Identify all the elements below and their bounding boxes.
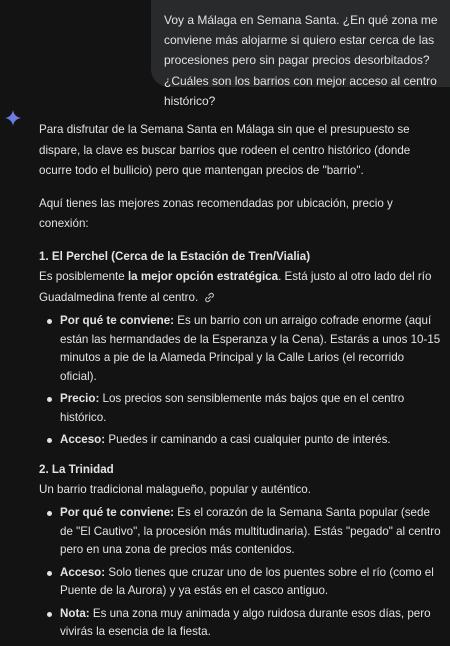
- section-title: 2. La Trinidad: [39, 462, 114, 476]
- section-description: Es posiblemente la mejor opción estratégica. Está justo al otro lado del río Guadalmedina frente al centro.: [39, 269, 432, 304]
- bullet-list: [39, 312, 441, 450]
- list-item: Nota: Es una zona muy animada y algo ruidosa durante esos días, pero vivirás la esencia de la fiesta.: [39, 605, 441, 642]
- list-item: Por qué te conviene: Es el corazón de la Semana Santa popular (sede de "El Cautivo", la procesión más multitudinaria). Estás "pegado" al centro pero en una zona de precios más contenidos.: [39, 504, 441, 560]
- bullet-list: [39, 504, 441, 642]
- section-title: 1. El Perchel (Cerca de la Estación de Tren/Vialia): [39, 249, 311, 263]
- link-icon[interactable]: [204, 292, 215, 303]
- response-intro: Para disfrutar de la Semana Santa en Málaga sin que el presupuesto se dispare, la clave es buscar barrios que rodeen el centro histórico (donde ocurre todo el bullicio) pero que mantengan precios de "barrio".: [39, 123, 411, 178]
- user-message-bubble: [151, 0, 450, 108]
- gemini-spark-icon: [5, 110, 21, 126]
- list-item: Acceso: Solo tienes que cruzar uno de los puentes sobre el río (como el Puente de la Aurora) y ya estás en el casco antiguo.: [39, 564, 441, 601]
- assistant-response: [39, 120, 441, 646]
- list-item: Por qué te conviene: Es un barrio con un arraigo cofrade enorme (aquí están las hermandades de la Esperanza y la Cena). Estarás a unos 10-15 minutos a pie de la Alameda Principal y la Calle Larios (el recorrido oficial).: [39, 312, 441, 386]
- list-item: Precio: Los precios son sensiblemente más bajos que en el centro histórico.: [39, 390, 441, 427]
- user-message-text: Voy a Málaga en Semana Santa. ¿En qué zona me conviene más alojarme si quiero estar cerca de las procesiones pero sin pagar precios desorbitados? ¿Cuáles son los barrios con mejor acceso al centro histórico?: [164, 13, 438, 108]
- section-description: Un barrio tradicional malagueño, popular y auténtico.: [39, 482, 311, 496]
- list-item: Acceso: Puedes ir caminando a casi cualquier punto de interés.: [39, 431, 441, 450]
- response-lead: Aquí tienes las mejores zonas recomendadas por ubicación, precio y conexión:: [39, 196, 393, 231]
